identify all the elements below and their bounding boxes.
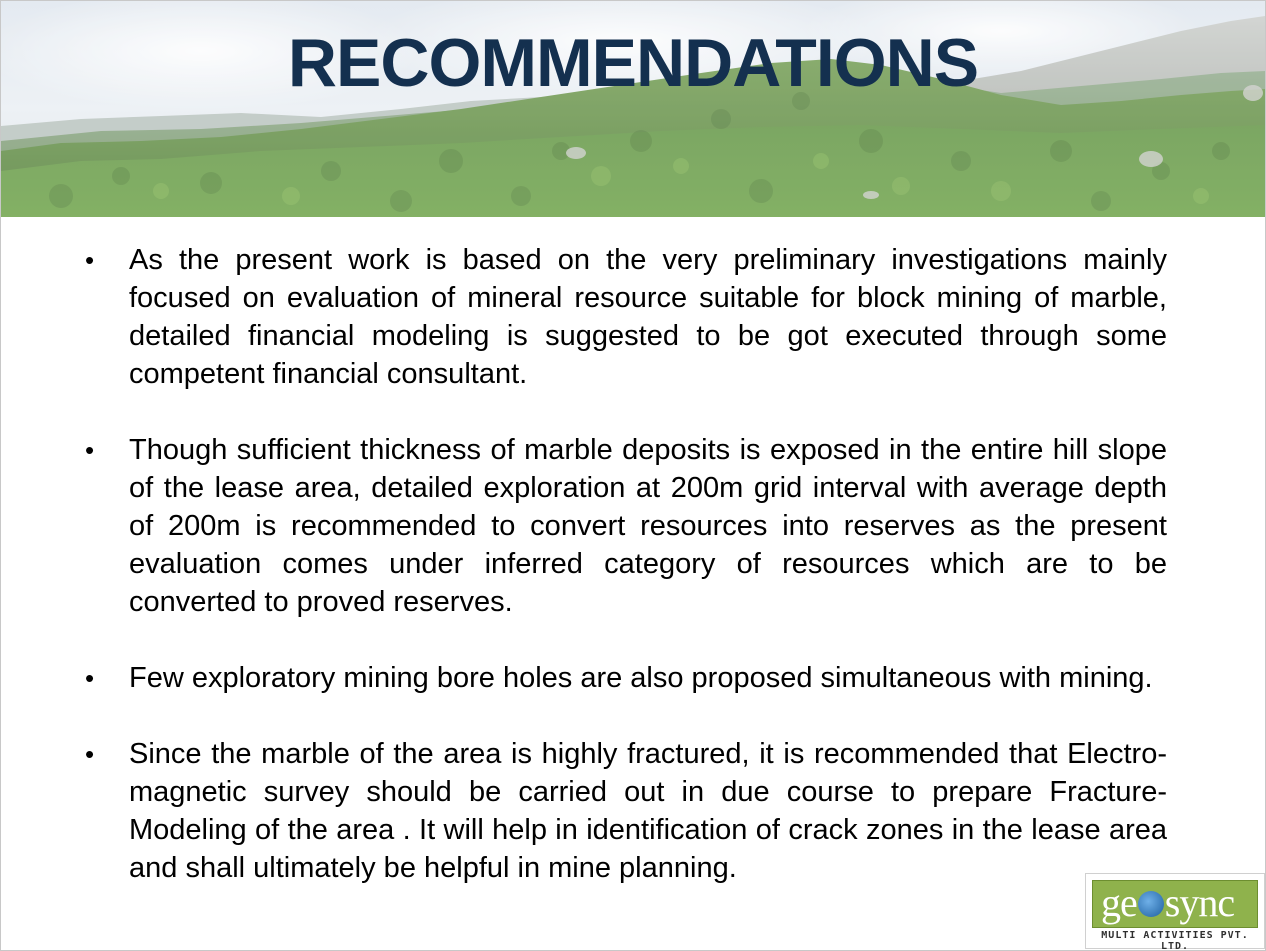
- globe-icon: [1138, 891, 1164, 917]
- logo-tagline: MULTI ACTIVITIES PVT. LTD.: [1101, 930, 1249, 951]
- list-item: [85, 735, 1167, 887]
- company-logo: [1085, 873, 1265, 949]
- list-item-text: Though sufficient thickness of marble deposits is exposed in the entire hill slope of the lease area, detailed exploration at 200m grid interval with average depth of 200m is recommended to convert resources into reserves as the present evaluation comes under inferred category of resources which are to be converted to proved reserves.: [129, 434, 1167, 618]
- list-item: [85, 659, 1167, 697]
- header-banner: [1, 1, 1265, 217]
- bullet-icon: •: [85, 663, 95, 693]
- list-item: [85, 431, 1167, 621]
- logo-mark: [1092, 880, 1258, 928]
- list-item-text: As the present work is based on the very preliminary investigations mainly focused on evaluation of mineral resource suitable for block mining of marble, detailed financial modeling is suggested to be got executed through some competent financial consultant.: [129, 244, 1167, 390]
- bullet-icon: •: [85, 245, 95, 275]
- bullet-icon: •: [85, 435, 95, 465]
- logo-wordmark: [1101, 881, 1234, 925]
- page-title: RECOMMENDATIONS: [287, 25, 979, 101]
- bullet-icon: •: [85, 739, 95, 769]
- recommendation-list: [85, 241, 1167, 887]
- logo-word-end: sync: [1164, 880, 1235, 925]
- list-item-text: Since the marble of the area is highly fractured, it is recommended that Electro-magnetic survey should be carried out in due course to prepare Fracture-Modeling of the area . It will help in identification of crack zones in the lease area and shall ultimately be helpful in mine planning.: [129, 738, 1167, 884]
- logo-word-start: ge: [1101, 880, 1137, 925]
- list-item: [85, 241, 1167, 393]
- list-item-text: Few exploratory mining bore holes are also proposed simultaneous with mining.: [129, 662, 1153, 694]
